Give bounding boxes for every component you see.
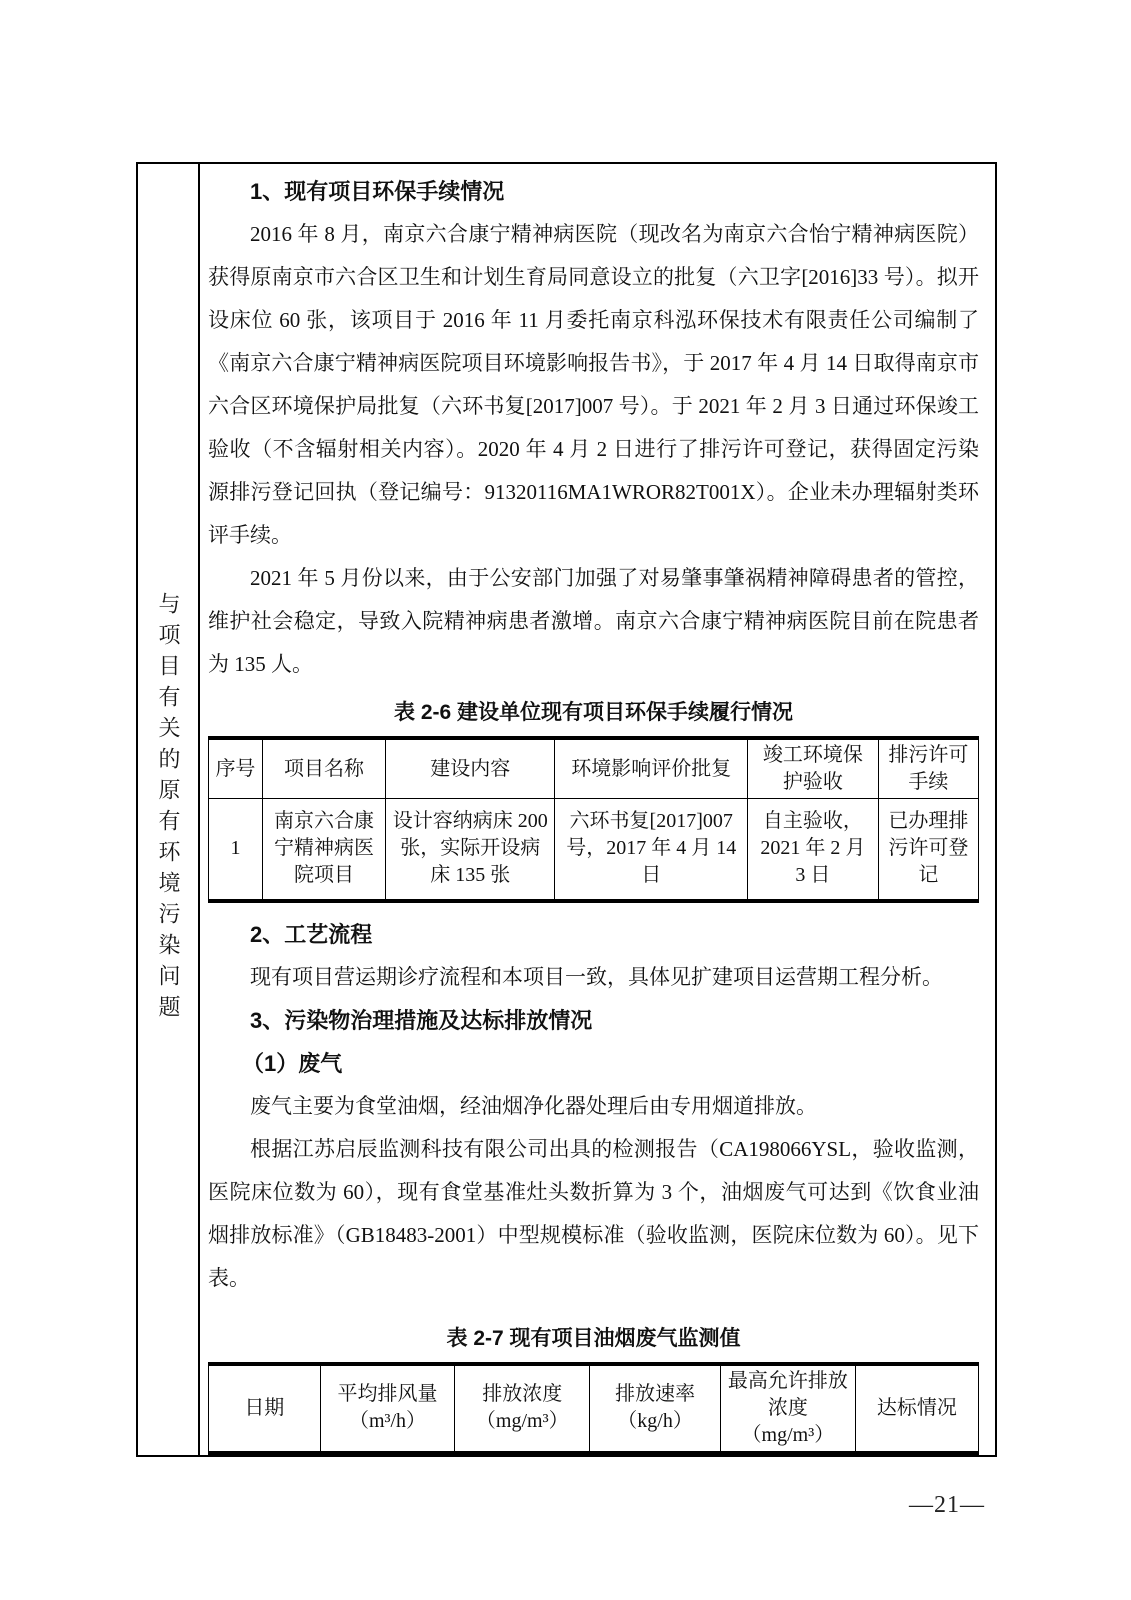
table-2-6-cell-seq: 1 <box>209 799 263 901</box>
paragraph-permit-history: 2016 年 8 月，南京六合康宁精神病医院（现改名为南京六合怡宁精神病医院）获得原南京市六合区卫生和计划生育局同意设立的批复（六卫字[2016]33 号）。拟开设床位 60 张，该项目于 2016 年 11 月委托南京科泓环保技术有限责任公司编制了《南京六合康宁精神病医院项目环境影响报告书》，于 2017 年 4 月 14 日取得南京市六合区环境保护局批复（六环书复[2017]007 号）。于 2021 年 2 月 3 日通过环保竣工验收（不含辐射相关内容）。2020 年 4 月 2 日进行了排污许可登记，获得固定污染源排污登记回执（登记编号：91320116MA1WROR82T001X）。企业未办理辐射类环评手续。 <box>208 222 979 547</box>
table-2-7-header-emission-rate <box>590 1364 721 1453</box>
paragraph-process-flow: 现有项目营运期诊疗流程和本项目一致，具体见扩建项目运营期工程分析。 <box>250 964 943 989</box>
table-2-7-header-date <box>209 1364 321 1453</box>
section-3-heading: 3、污染物治理措施及达标排放情况 <box>250 1007 593 1033</box>
header-unit: （mg/m³） <box>741 1423 835 1446</box>
table-2-7-header-max-allowed <box>721 1364 856 1453</box>
section-2-heading: 2、工艺流程 <box>250 921 373 947</box>
table-2-6-cell-eia-approval: 六环书复[2017]007 号，2017 年 4 月 14 日 <box>555 799 748 901</box>
table-2-6-header-cell: 序号 <box>209 738 263 799</box>
table-2-6-caption: 表 2-6 建设单位现有项目环保手续履行情况 <box>393 701 794 724</box>
table-2-7-header-avg-airflow <box>320 1364 455 1453</box>
table-2-6-header-cell: 竣工环境保护验收 <box>747 738 878 799</box>
header-label: 最高允许排放浓度 <box>727 1369 848 1419</box>
subsection-waste-gas-heading: （1）废气 <box>242 1050 343 1076</box>
table-2-6-header-cell: 排污许可手续 <box>878 738 978 799</box>
table-2-6 <box>208 736 979 903</box>
header-label: 排放浓度 <box>482 1383 563 1405</box>
header-unit: （mg/m³） <box>475 1410 569 1432</box>
table-2-7 <box>208 1362 979 1455</box>
header-label: 达标情况 <box>876 1396 957 1419</box>
header-label: 平均排风量 <box>337 1383 438 1405</box>
sidebar-vertical-label: 与项目有关的原有环境污染问题 <box>156 592 181 1027</box>
table-2-6-data-row <box>209 799 979 901</box>
table-2-6-header-cell: 环境影响评价批复 <box>555 738 748 799</box>
section-1-heading: 1、现有项目环保手续情况 <box>250 179 505 204</box>
table-2-7-header-compliance <box>855 1364 978 1453</box>
table-2-6-header-cell: 项目名称 <box>262 738 385 799</box>
table-2-6-header-cell: 建设内容 <box>386 738 555 799</box>
header-label: 排放速率 <box>615 1383 696 1405</box>
paragraph-patient-increase: 2021 年 5 月份以来，由于公安部门加强了对易肇事肇祸精神障碍患者的管控，维护社会稳定，导致入院精神病患者激增。南京六合康宁精神病医院目前在院患者为 135 人。 <box>208 566 979 676</box>
table-2-6-header-row <box>209 738 979 799</box>
header-label: 日期 <box>244 1396 285 1419</box>
table-2-6-cell-construction: 设计容纳病床 200 张，实际开设病床 135 张 <box>386 799 555 901</box>
header-unit: （m³/h） <box>348 1410 427 1432</box>
sidebar-category-cell <box>138 164 200 1455</box>
page-number: —21— <box>909 1492 985 1518</box>
table-2-7-header-row <box>209 1364 979 1453</box>
paragraph-waste-gas: 废气主要为食堂油烟，经油烟净化器处理后由专用烟道排放。 <box>250 1093 817 1118</box>
content-frame <box>136 162 997 1457</box>
table-2-6-cell-discharge-permit: 已办理排污许可登记 <box>878 799 978 901</box>
table-2-6-cell-acceptance: 自主验收，2021 年 2 月 3 日 <box>747 799 878 901</box>
table-2-7-caption: 表 2-7 现有项目油烟废气监测值 <box>446 1326 741 1350</box>
table-2-7-header-emission-concentration <box>455 1364 590 1453</box>
main-content-cell <box>200 164 995 1455</box>
table-2-6-cell-project-name: 南京六合康宁精神病医院项目 <box>262 799 385 901</box>
header-unit: （kg/h） <box>617 1410 693 1432</box>
paragraph-monitoring-report: 根据江苏启辰监测科技有限公司出具的检测报告（CA198066YSL，验收监测，医院床位数为 60），现有食堂基准灶头数折算为 3 个，油烟废气可达到《饮食业油烟排放标准》（GB18483-2001）中型规模标准（验收监测，医院床位数为 60）。见下表。 <box>208 1136 979 1290</box>
